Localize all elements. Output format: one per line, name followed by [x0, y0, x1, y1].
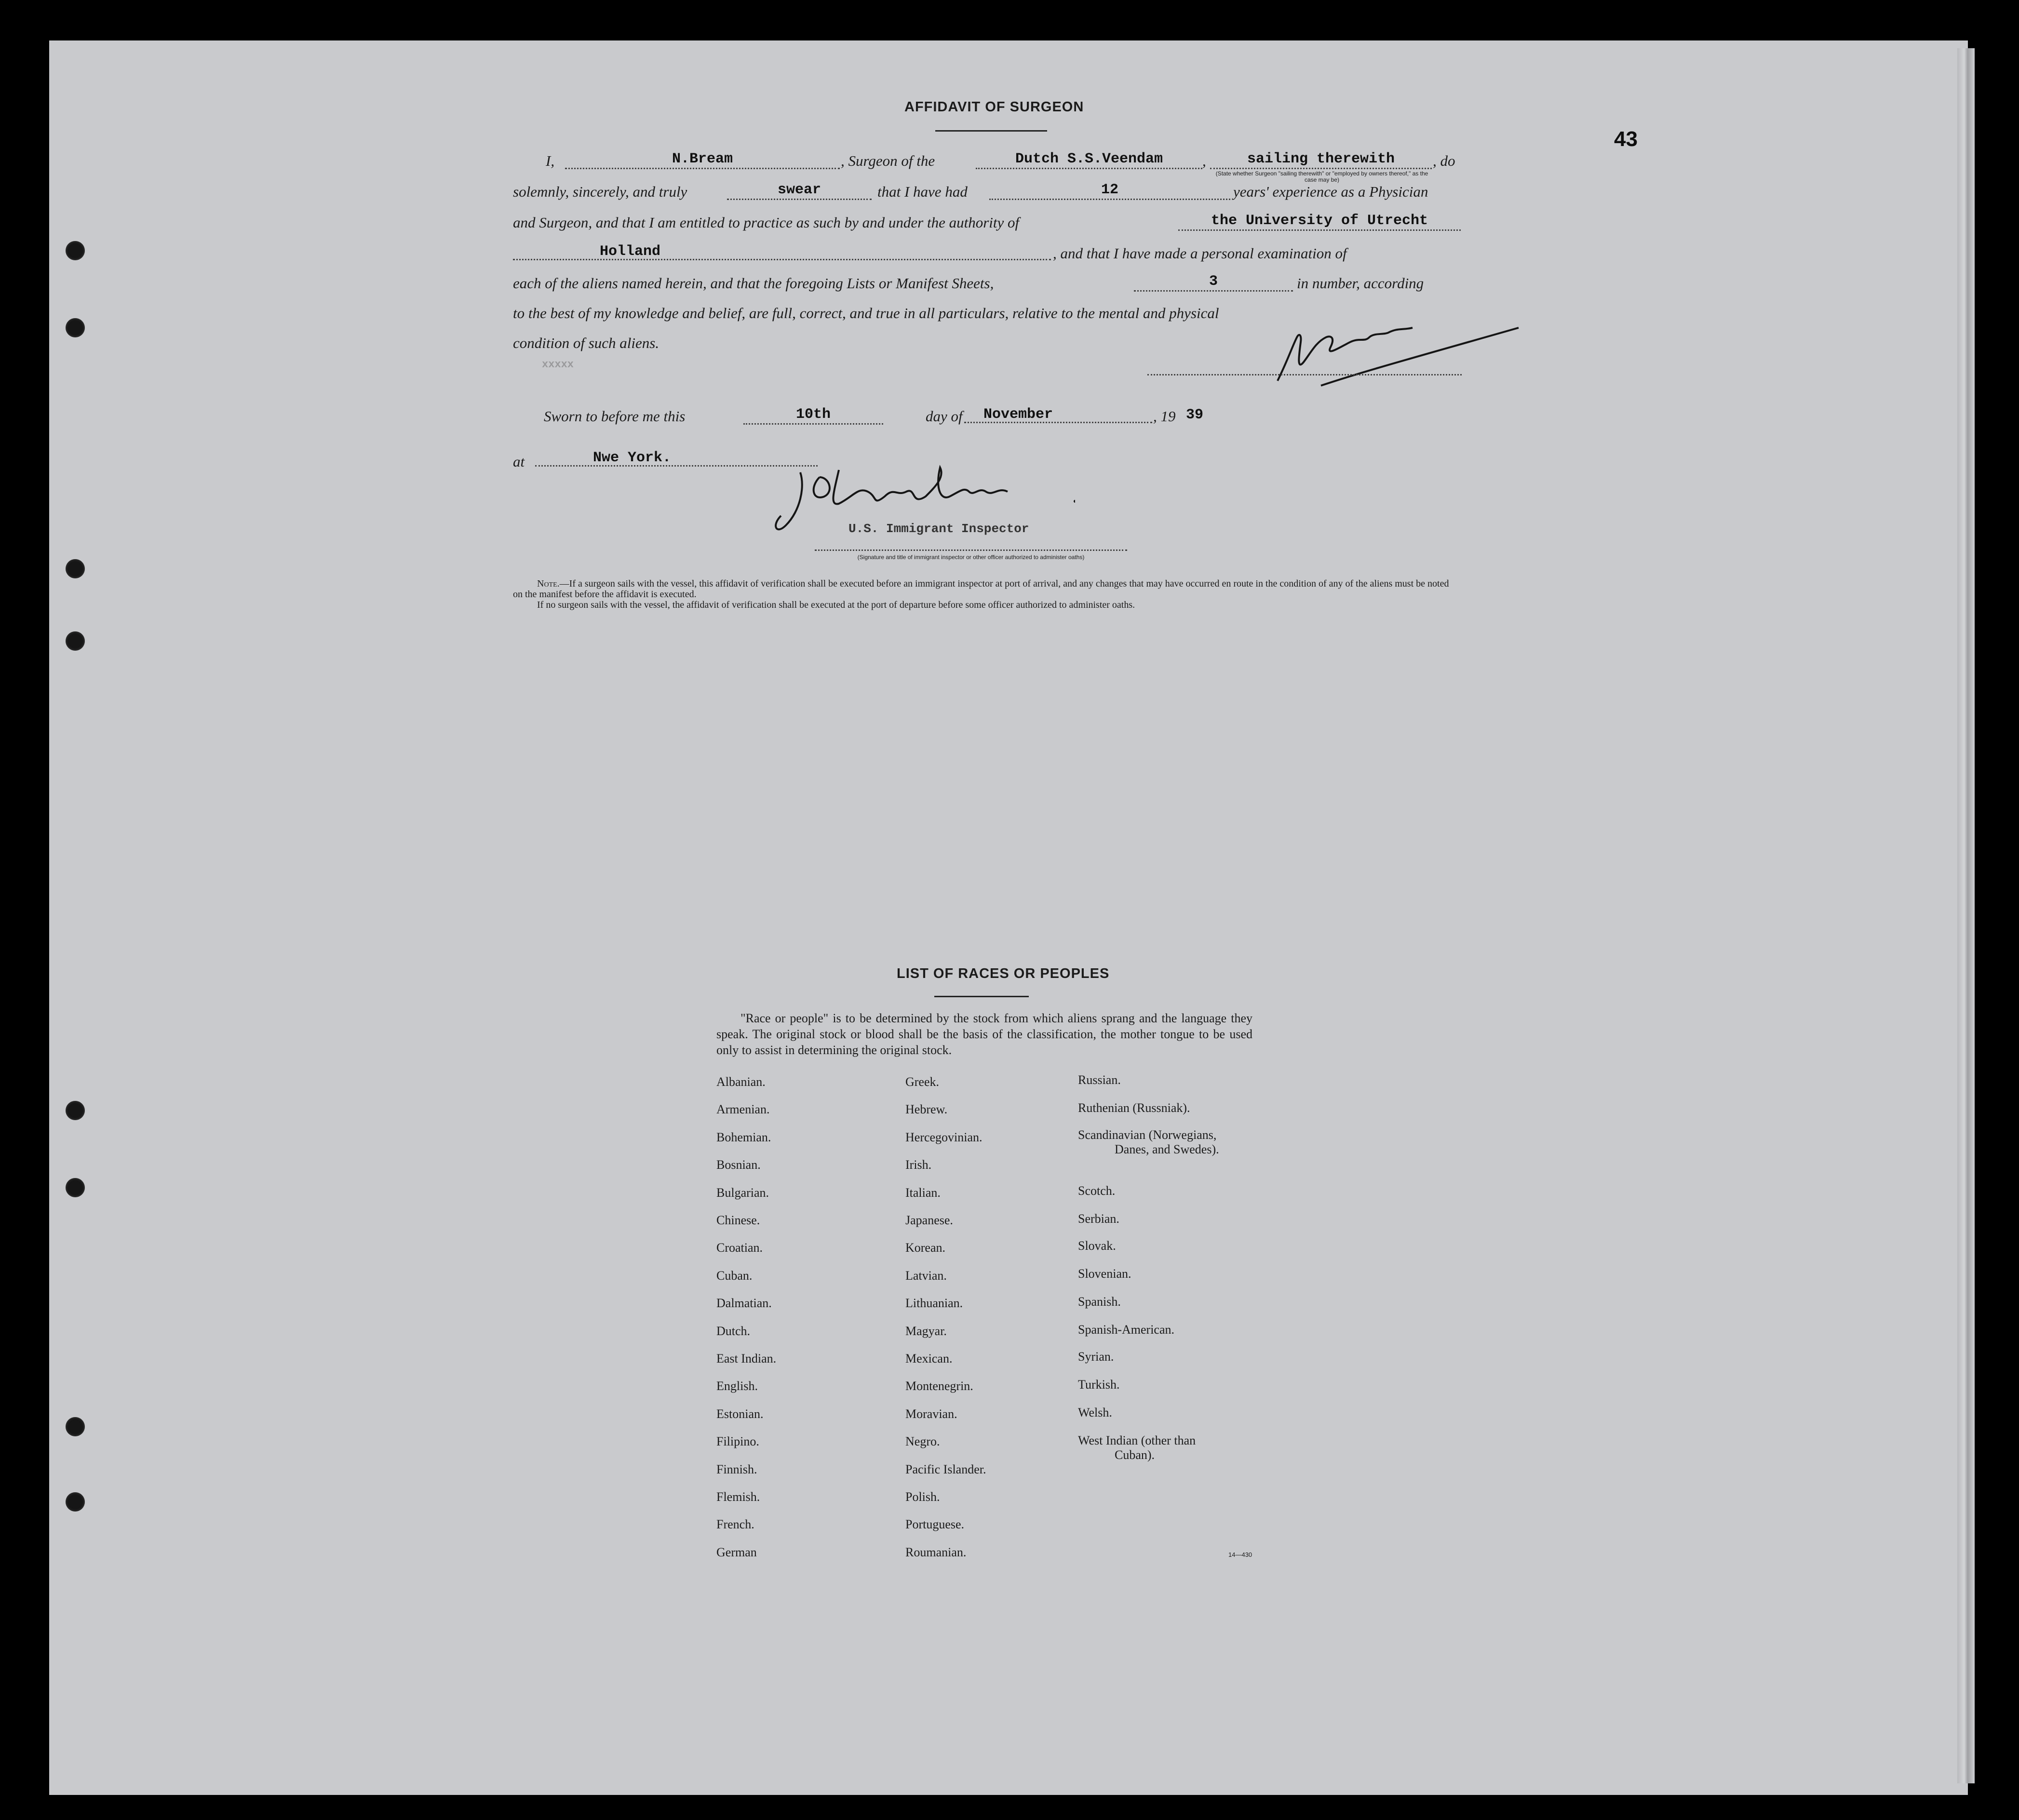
race-entry: Danes, and Swedes).: [1115, 1142, 1219, 1156]
sworn-day-field[interactable]: 10th: [743, 406, 883, 425]
text-had: that I have had: [877, 183, 968, 200]
text-do: , do: [1433, 152, 1455, 169]
binder-hole: [66, 318, 85, 337]
text-number: in number, according: [1297, 275, 1424, 292]
oath-type-field[interactable]: swear: [727, 181, 872, 200]
race-entry: Irish.: [905, 1158, 932, 1172]
text-surgeon-of: , Surgeon of the: [841, 152, 935, 169]
races-heading: LIST OF RACES OR PEOPLES: [897, 966, 1110, 981]
text-comma: ,: [1202, 152, 1206, 169]
race-entry: Magyar.: [905, 1324, 947, 1338]
race-entry: Scandinavian (Norwegians,: [1078, 1128, 1217, 1142]
heading-rule: [935, 130, 1047, 132]
race-entry: Bosnian.: [716, 1158, 761, 1172]
race-entry: East Indian.: [716, 1352, 777, 1365]
binder-hole: [66, 241, 85, 260]
race-entry: Albanian.: [716, 1075, 766, 1089]
race-entry: Hercegovinian.: [905, 1130, 983, 1144]
race-entry: Chinese.: [716, 1213, 760, 1227]
binder-hole: [66, 559, 85, 578]
races-intro: "Race or people" is to be determined by the stock from which aliens sprang and the language they speak. The original stock or blood shall be the basis of the classification, the mother tongue to be used only to assist in determining the original stock.: [716, 1011, 1252, 1057]
page-number: 43: [1614, 127, 1638, 151]
race-entry: Ruthenian (Russniak).: [1078, 1101, 1190, 1115]
authority-field[interactable]: the University of Utrecht: [1178, 212, 1461, 231]
authority-continued-field[interactable]: Holland: [513, 243, 1051, 260]
races-heading-rule: [934, 996, 1029, 997]
race-entry: Welsh.: [1078, 1405, 1112, 1419]
text-experience: years' experience as a Physician: [1233, 183, 1428, 200]
race-entry: Italian.: [905, 1186, 941, 1200]
race-entry: Hebrew.: [905, 1102, 948, 1116]
sworn-month-field[interactable]: November: [964, 406, 1152, 423]
race-entry: Scotch.: [1078, 1184, 1116, 1198]
race-entry: Korean.: [905, 1241, 946, 1255]
sheet-count-field[interactable]: 3: [1134, 273, 1293, 292]
race-entry: Greek.: [905, 1075, 940, 1089]
binder-hole: [66, 1492, 85, 1512]
text-examination: , and that I have made a personal examination of: [1053, 245, 1347, 262]
race-entry: West Indian (other than: [1078, 1433, 1196, 1447]
race-entry: Roumanian.: [905, 1545, 967, 1559]
years-experience-field[interactable]: 12: [989, 181, 1230, 200]
race-entry: Moravian.: [905, 1407, 957, 1421]
text-knowledge: to the best of my knowledge and belief, are full, correct, and true in all particulars, relative to the mental and physical: [513, 305, 1219, 321]
race-entry: French.: [716, 1517, 754, 1531]
race-entry: Mexican.: [905, 1352, 953, 1365]
affidavit-heading: AFFIDAVIT OF SURGEON: [904, 99, 1084, 115]
binder-hole: [66, 1417, 85, 1436]
race-entry: German: [716, 1545, 757, 1559]
race-entry: Montenegrin.: [905, 1379, 973, 1393]
race-entry: Bulgarian.: [716, 1186, 769, 1200]
race-entry: Armenian.: [716, 1102, 770, 1116]
race-entry: Bohemian.: [716, 1130, 771, 1144]
race-entry: Latvian.: [905, 1269, 947, 1283]
text-day-of: day of: [926, 408, 963, 425]
race-entry: English.: [716, 1379, 758, 1393]
race-entry: Pacific Islander.: [905, 1462, 986, 1476]
text-at: at: [513, 453, 525, 470]
surgeon-name-field[interactable]: N.Bream: [565, 150, 840, 169]
text-entitled: and Surgeon, and that I am entitled to practice as such by and under the authority of: [513, 214, 1020, 231]
binder-hole: [66, 1101, 85, 1120]
race-entry: Lithuanian.: [905, 1296, 963, 1310]
race-entry: Negro.: [905, 1434, 940, 1448]
text-i: I,: [546, 152, 555, 169]
surgeon-signature-line: [1147, 374, 1462, 375]
race-entry: Spanish-American.: [1078, 1323, 1175, 1337]
race-entry: Slovenian.: [1078, 1267, 1131, 1281]
form-code: 14—430: [1228, 1551, 1252, 1558]
note-label: Note.: [537, 578, 560, 589]
race-entry: Filipino.: [716, 1434, 759, 1448]
note-text: —If a surgeon sails with the vessel, this affidavit of verification shall be executed before an immigrant inspector at port of arrival, and any changes that may have occurred en route in the condition of any of the aliens must be noted on the manifest before the affidavit is executed.: [513, 578, 1449, 600]
race-entry: Syrian.: [1078, 1350, 1114, 1364]
binder-hole: [66, 1178, 85, 1197]
race-entry: Finnish.: [716, 1462, 757, 1476]
typed-marks: xxxxx: [542, 359, 574, 371]
race-entry: Flemish.: [716, 1490, 760, 1504]
race-entry: Polish.: [905, 1490, 940, 1504]
race-entry: Turkish.: [1078, 1378, 1120, 1392]
race-entry: Croatian.: [716, 1241, 763, 1255]
inspector-signature-line: [815, 549, 1127, 551]
inspector-title: U.S. Immigrant Inspector: [848, 522, 1029, 536]
race-entry: Spanish.: [1078, 1295, 1121, 1309]
race-entry: Estonian.: [716, 1407, 764, 1421]
place-field[interactable]: Nwe York.: [535, 449, 818, 467]
race-entry: Dalmatian.: [716, 1296, 772, 1310]
document-page: [49, 40, 1968, 1795]
text-sworn: Sworn to before me this: [544, 408, 686, 425]
race-entry: Japanese.: [905, 1213, 953, 1227]
race-entry: Russian.: [1078, 1073, 1121, 1087]
binder-hole: [66, 631, 85, 651]
sworn-year-field[interactable]: 39: [1186, 407, 1204, 423]
ship-name-field[interactable]: Dutch S.S.Veendam: [976, 150, 1202, 169]
surgeon-status-field[interactable]: sailing therewith: [1210, 150, 1432, 169]
text-each: each of the aliens named herein, and that the foregoing Lists or Manifest Sheets,: [513, 275, 994, 292]
race-entry: Cuban).: [1115, 1448, 1155, 1462]
affidavit-note: [513, 578, 1461, 600]
race-entry: Cuban.: [716, 1269, 753, 1283]
affidavit-note-2: If no surgeon sails with the vessel, the affidavit of verification shall be executed at the port of departure before some officer authorized to administer oaths.: [537, 600, 1135, 610]
text-solemnly: solemnly, sincerely, and truly: [513, 183, 687, 200]
race-entry: Dutch.: [716, 1324, 751, 1338]
surgeon-signature: [1258, 308, 1528, 395]
race-entry: Slovak.: [1078, 1239, 1116, 1253]
page-edge: [1957, 48, 1975, 1783]
text-condition: condition of such aliens.: [513, 335, 660, 351]
status-instruction: (State whether Surgeon "sailing therewith" or "employed by owners thereof," as the case may be): [1215, 170, 1428, 183]
inspector-caption: (Signature and title of immigrant inspector or other officer authorized to administer oaths): [857, 554, 1085, 561]
text-year-prefix: , 19: [1153, 408, 1176, 425]
race-entry: Serbian.: [1078, 1212, 1119, 1226]
race-entry: Portuguese.: [905, 1517, 965, 1531]
